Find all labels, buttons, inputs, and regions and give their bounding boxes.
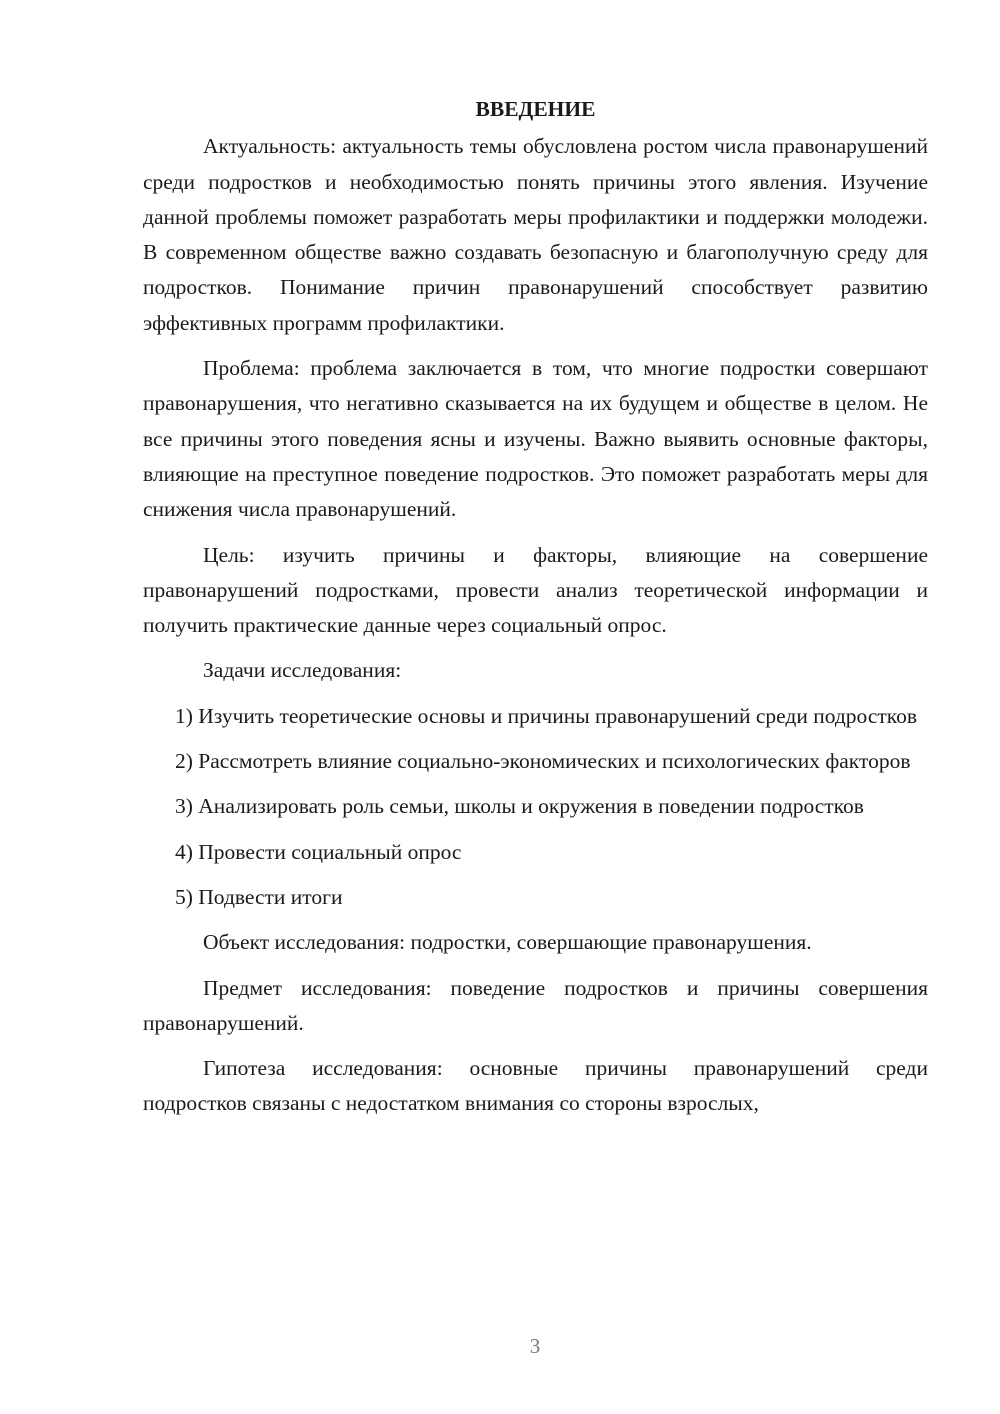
relevance-paragraph: Актуальность: актуальность темы обусловлена ростом числа правонарушений среди подростков и необходимостью понять причины этого явления. Изучение данной проблемы поможет разработать меры профилактики и поддержки молодежи. В современном обществе важно создавать безопасную и благополучную среду для подростков. Понимание причин правонарушений способствует развитию эффективных программ профилактики. (143, 134, 928, 335)
goal-paragraph: Цель: изучить причины и факторы, влияющие на совершение правонарушений подростками, провести анализ теоретической информации и получить практические данные через социальный опрос. (143, 542, 928, 638)
tasks-heading: Задачи исследования: (203, 658, 402, 683)
document-page (143, 92, 928, 1132)
hypothesis-paragraph: Гипотеза исследования: основные причины правонарушений среди подростков связаны с недостатком внимания со стороны взрослых, (143, 1056, 928, 1116)
page-number: 3 (529, 1334, 541, 1358)
object-paragraph: Объект исследования: подростки, совершающие правонарушения. (203, 930, 812, 955)
section-title: ВВЕДЕНИЕ (475, 97, 596, 121)
task-item-1: 1) Изучить теоретические основы и причины правонарушений среди подростков (175, 703, 918, 728)
problem-paragraph: Проблема: проблема заключается в том, что многие подростки совершают правонарушения, что негативно сказывается на их будущем и обществе в целом. Не все причины этого поведения ясны и изучены. Важно выявить основные факторы, влияющие на преступное поведение подростков. Это поможет разработать меры для снижения числа правонарушений. (143, 356, 928, 522)
task-item-5: 5) Подвести итоги (175, 884, 343, 909)
task-item-3: 3) Анализировать роль семьи, школы и окружения в поведении подростков (175, 794, 864, 819)
subject-paragraph: Предмет исследования: поведение подростков и причины совершения правонарушений. (143, 975, 928, 1035)
task-item-2: 2) Рассмотреть влияние социально-экономических и психологических факторов (175, 749, 911, 774)
task-item-4: 4) Провести социальный опрос (175, 839, 462, 864)
